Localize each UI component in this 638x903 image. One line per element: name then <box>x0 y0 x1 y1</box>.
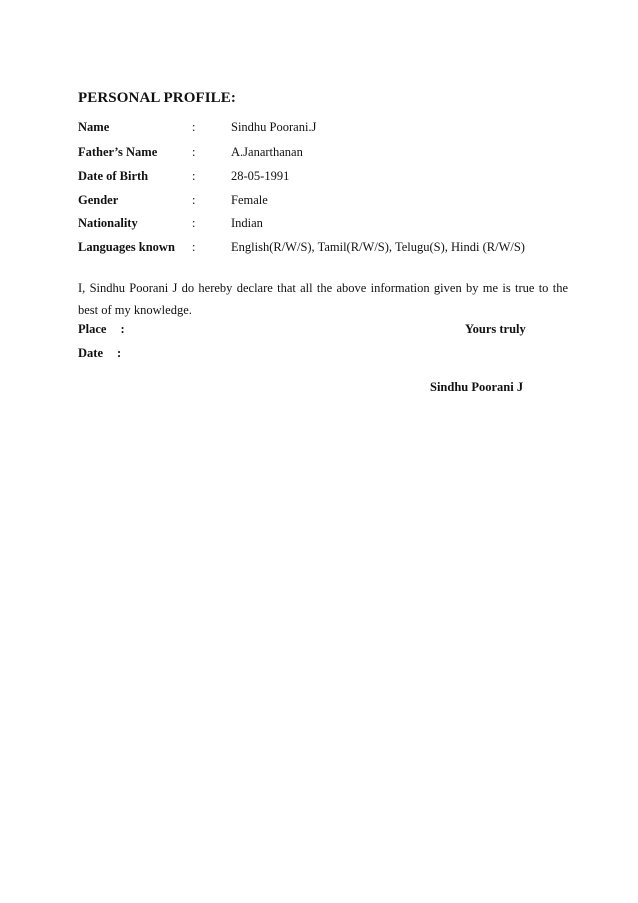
signature-name: Sindhu Poorani J <box>430 380 524 394</box>
profile-colon: : <box>192 193 196 207</box>
profile-label: Nationality <box>78 216 138 230</box>
closing-text: Yours truly <box>465 322 526 336</box>
profile-colon: : <box>192 216 196 230</box>
profile-colon: : <box>192 240 196 254</box>
profile-row-date-of-birth <box>78 169 578 187</box>
profile-colon: : <box>192 145 196 159</box>
profile-row-fathers-name <box>78 145 578 163</box>
date-field <box>78 346 121 361</box>
date-colon: : <box>117 346 122 360</box>
profile-label: Languages known <box>78 240 175 254</box>
profile-value: Female <box>231 193 268 207</box>
declaration-text: I, Sindhu Poorani J do hereby declare that all the above information given by me is true to the best of my knowledge. <box>78 281 568 317</box>
profile-value: 28-05-1991 <box>231 169 290 183</box>
profile-value: Indian <box>231 216 263 230</box>
place-colon: : <box>120 322 125 336</box>
place-field <box>78 322 125 337</box>
profile-row-gender <box>78 193 578 211</box>
profile-colon: : <box>192 169 196 183</box>
date-label: Date <box>78 346 103 360</box>
section-title: PERSONAL PROFILE: <box>78 90 236 106</box>
profile-label: Name <box>78 120 110 134</box>
profile-row-name <box>78 120 578 138</box>
profile-label: Date of Birth <box>78 169 149 183</box>
profile-row-languages <box>78 240 578 258</box>
profile-value: Sindhu Poorani.J <box>231 120 317 134</box>
profile-label: Father’s Name <box>78 145 158 159</box>
profile-row-nationality <box>78 216 578 234</box>
place-label: Place <box>78 322 107 336</box>
profile-value: A.Janarthanan <box>231 145 303 159</box>
profile-label: Gender <box>78 193 119 207</box>
profile-colon: : <box>192 120 196 134</box>
profile-value: English(R/W/S), Tamil(R/W/S), Telugu(S), Hindi (R/W/S) <box>231 240 525 254</box>
